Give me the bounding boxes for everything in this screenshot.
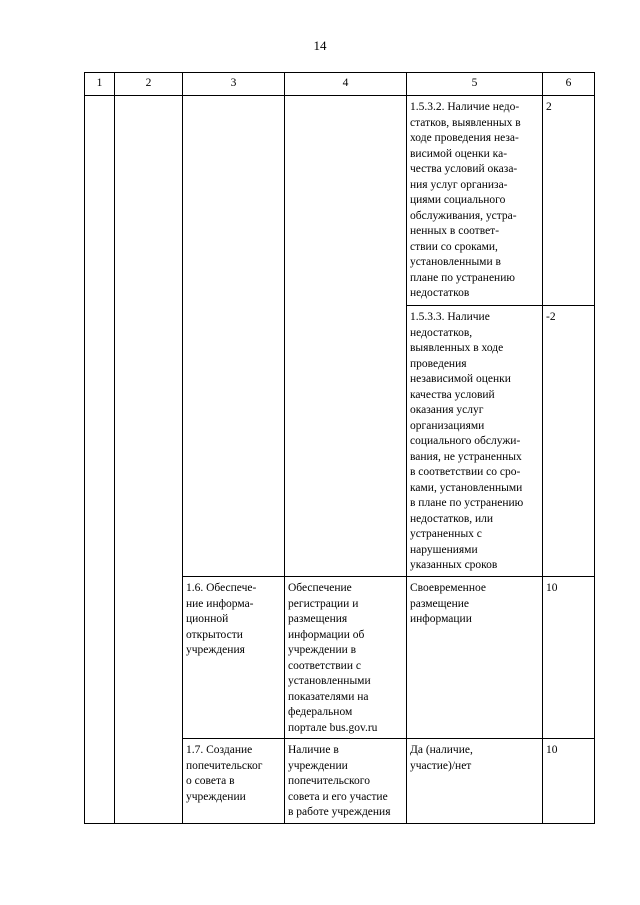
score-text: 10	[546, 744, 558, 756]
criteria-table	[84, 72, 595, 824]
score-text: -2	[546, 311, 556, 323]
page-number: 14	[313, 38, 327, 53]
header-cell-5: 5	[407, 73, 543, 96]
table-row	[85, 96, 595, 306]
measure-cell	[407, 577, 543, 739]
measure-text: 1.5.3.3. Наличие недостатков, выявленных в ходе проведения независимой оценки качества условий оказания услуг организациями социального обслужи- вания, не устраненных в соответствии со сро- ками, установленными в плане по устранению недостатков, или устраненных с нарушениями указанных сроков	[410, 311, 524, 571]
col1-cell	[85, 96, 115, 824]
measure-text: Своевременное размещение информации	[410, 582, 486, 625]
score-cell	[543, 739, 595, 824]
indicator-cell	[285, 577, 407, 739]
indicator-cell	[285, 739, 407, 824]
table-header-row	[85, 73, 595, 96]
indicator-cell	[285, 96, 407, 577]
header-cell-6: 6	[543, 73, 595, 96]
score-cell	[543, 577, 595, 739]
measure-text: Да (наличие, участие)/нет	[410, 744, 473, 772]
criterion-cell	[183, 577, 285, 739]
measure-cell	[407, 739, 543, 824]
header-cell-3: 3	[183, 73, 285, 96]
header-cell-2: 2	[115, 73, 183, 96]
criterion-cell	[183, 96, 285, 577]
indicator-text: Наличие в учреждении попечительского совета и его участие в работе учреждения	[288, 744, 391, 818]
criterion-text: 1.7. Создание попечительског о совета в учреждении	[186, 744, 263, 803]
header-cell-4: 4	[285, 73, 407, 96]
measure-cell	[407, 96, 543, 306]
score-text: 2	[546, 101, 552, 113]
header-cell-1: 1	[85, 73, 115, 96]
col2-cell	[115, 96, 183, 824]
criterion-text: 1.6. Обеспече- ние информа- ционной открытости учреждения	[186, 582, 257, 656]
score-cell	[543, 306, 595, 577]
indicator-text: Обеспечение регистрации и размещения информации об учреждении в соответствии с установленными показателями на федеральном портале bus.gov.ru	[288, 582, 378, 734]
score-text: 10	[546, 582, 558, 594]
measure-text: 1.5.3.2. Наличие недо- статков, выявленных в ходе проведения неза- висимой оценки ка- чества условий оказа- ния услуг организа- циями социального обслуживания, устра- ненных в соответ- ствии со сроками, установленными в плане по устранению недостатков	[410, 101, 521, 299]
measure-cell	[407, 306, 543, 577]
score-cell	[543, 96, 595, 306]
criterion-cell	[183, 739, 285, 824]
